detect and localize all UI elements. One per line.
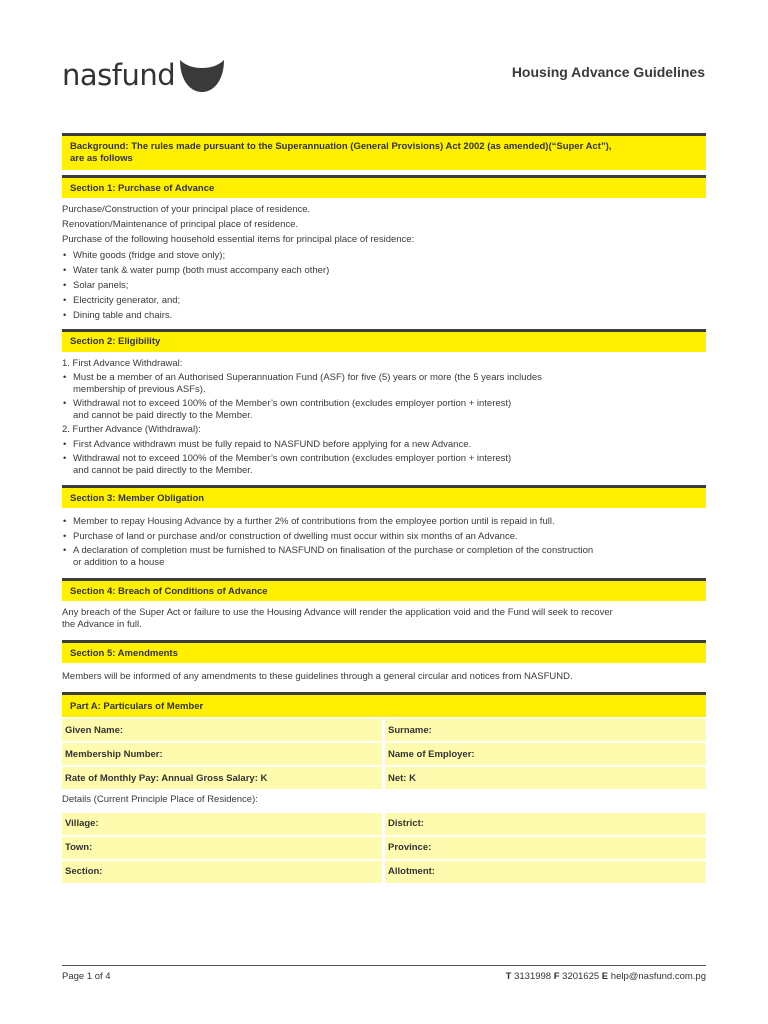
background-line-1: Background: The rules made pursuant to the Superannuation (General Provisions) Act 2002 (as amended)(“Super Act”), xyxy=(70,141,612,152)
list-item: • Water tank & water pump (both must accompany each other) xyxy=(62,263,706,278)
email-label: E xyxy=(601,971,609,982)
district-label: District: xyxy=(388,818,424,830)
list-item-line: or addition to a house xyxy=(73,556,165,568)
document-title: Housing Advance Guidelines xyxy=(511,64,705,80)
list-item: • Solar panels; xyxy=(62,278,706,293)
nasfund-logo xyxy=(62,56,226,94)
section-2-body xyxy=(62,358,706,480)
logo-mark-icon xyxy=(178,58,226,94)
allotment-label: Allotment: xyxy=(388,866,435,878)
list-item: • Purchase of land or purchase and/or construction of dwelling must occur within six months of an Advance. xyxy=(62,531,706,546)
district-field[interactable] xyxy=(385,813,706,835)
form-row xyxy=(62,813,706,835)
section-2-sub-1: 1. First Advance Withdrawal: xyxy=(62,357,183,369)
section-1-bullets xyxy=(62,248,706,324)
section-2-sub-2-bullets xyxy=(62,439,706,480)
phone-label: T xyxy=(505,971,512,982)
phone-number: 3131998 xyxy=(514,971,552,982)
section-1-header xyxy=(62,175,706,198)
list-item: • Electricity generator, and; xyxy=(62,293,706,308)
list-item-line: and cannot be paid directly to the Member. xyxy=(73,464,253,476)
document-body xyxy=(62,133,706,885)
village-label: Village: xyxy=(65,818,99,830)
form-row xyxy=(62,719,706,741)
section-2-sub-1-bullets xyxy=(62,372,706,424)
province-label: Province: xyxy=(388,842,432,854)
list-item: • First Advance withdrawn must be fully repaid to NASFUND before applying for a new Advance. xyxy=(62,439,706,454)
background-bar xyxy=(62,133,706,170)
list-item: • Dining table and chairs. xyxy=(62,308,706,323)
town-label: Town: xyxy=(65,842,93,854)
section-field[interactable] xyxy=(62,861,382,883)
list-item: • Member to repay Housing Advance by a further 2% of contributions from the employee portion until is repaid in full. xyxy=(62,516,706,531)
list-item: • White goods (fridge and stove only); xyxy=(62,248,706,263)
section-1-line: Renovation/Maintenance of principal place of residence. xyxy=(62,219,299,231)
fax-label: F xyxy=(553,971,560,982)
background-line-2: are as follows xyxy=(70,153,133,164)
section-1-line: Purchase of the following household essential items for principal place of residence: xyxy=(62,234,415,246)
section-3-bullets xyxy=(62,516,706,571)
net-pay-field[interactable] xyxy=(385,767,706,789)
list-item-line: and cannot be paid directly to the Member. xyxy=(73,409,253,421)
list-item-line: • A declaration of completion must be furnished to NASFUND on finalisation of the purchase or completion of the construction xyxy=(73,545,594,557)
section-1-body xyxy=(62,202,706,324)
section-4-header xyxy=(62,578,706,601)
section-5-title: Section 5: Amendments xyxy=(70,647,178,659)
list-item xyxy=(62,398,706,424)
section-5-body xyxy=(62,669,706,684)
list-item-line: • Must be a member of an Authorised Superannuation Fund (ASF) for five (5) years or more (the 5 years includes xyxy=(73,372,542,384)
form-row xyxy=(62,837,706,859)
contact-info xyxy=(506,971,706,982)
section-5-header xyxy=(62,640,706,663)
membership-number-label: Membership Number: xyxy=(65,748,163,760)
list-item-line: • Withdrawal not to exceed 100% of the Member’s own contribution (excludes employer portion + interest) xyxy=(73,398,512,410)
section-4-body xyxy=(62,607,706,630)
form-row xyxy=(62,743,706,765)
surname-label: Surname: xyxy=(388,724,432,736)
province-field[interactable] xyxy=(385,837,706,859)
list-item-line: membership of previous ASFs). xyxy=(73,383,206,395)
part-a-title: Part A: Particulars of Member xyxy=(70,700,204,712)
list-item xyxy=(62,453,706,479)
given-name-field[interactable] xyxy=(62,719,382,741)
employer-field[interactable] xyxy=(385,743,706,765)
form-row xyxy=(62,861,706,883)
village-field[interactable] xyxy=(62,813,382,835)
section-2-sub-2: 2. Further Advance (Withdrawal): xyxy=(62,424,201,436)
monthly-pay-label: Rate of Monthly Pay: Annual Gross Salary: K xyxy=(65,772,268,784)
list-item-line: • Withdrawal not to exceed 100% of the Member’s own contribution (excludes employer portion + interest) xyxy=(73,453,512,465)
section-4-line: the Advance in full. xyxy=(62,618,142,630)
monthly-pay-field[interactable] xyxy=(62,767,382,789)
form-row xyxy=(62,767,706,789)
page-footer xyxy=(62,965,706,982)
list-item xyxy=(62,545,706,571)
section-1-title: Section 1: Purchase of Advance xyxy=(70,182,215,194)
section-label: Section: xyxy=(65,866,103,878)
part-a-header xyxy=(62,692,706,717)
section-2-title: Section 2: Eligibility xyxy=(70,336,161,348)
section-2-header xyxy=(62,329,706,352)
membership-number-field[interactable] xyxy=(62,743,382,765)
given-name-label: Given Name: xyxy=(65,724,124,736)
town-field[interactable] xyxy=(62,837,382,859)
email-link[interactable]: help@nasfund.com.pg xyxy=(610,971,706,982)
logo-wordmark: nasfund xyxy=(62,58,176,92)
section-3-header xyxy=(62,485,706,508)
section-4-title: Section 4: Breach of Conditions of Advance xyxy=(70,585,268,597)
section-3-title: Section 3: Member Obligation xyxy=(70,492,205,504)
page-number: Page 1 of 4 xyxy=(62,971,111,982)
section-4-line: Any breach of the Super Act or failure to use the Housing Advance will render the application void and the Fund will seek to recover xyxy=(62,607,613,619)
list-item xyxy=(62,372,706,398)
allotment-field[interactable] xyxy=(385,861,706,883)
section-1-line: Purchase/Construction of your principal place of residence. xyxy=(62,204,311,215)
net-pay-label: Net: K xyxy=(388,772,416,784)
residence-caption: Details (Current Principle Place of Residence): xyxy=(62,794,258,806)
section-3-body xyxy=(62,516,706,571)
fax-number: 3201625 xyxy=(562,971,600,982)
section-5-text: Members will be informed of any amendments to these guidelines through a general circular and notices from NASFUND. xyxy=(62,671,573,683)
employer-label: Name of Employer: xyxy=(388,748,475,760)
surname-field[interactable] xyxy=(385,719,706,741)
